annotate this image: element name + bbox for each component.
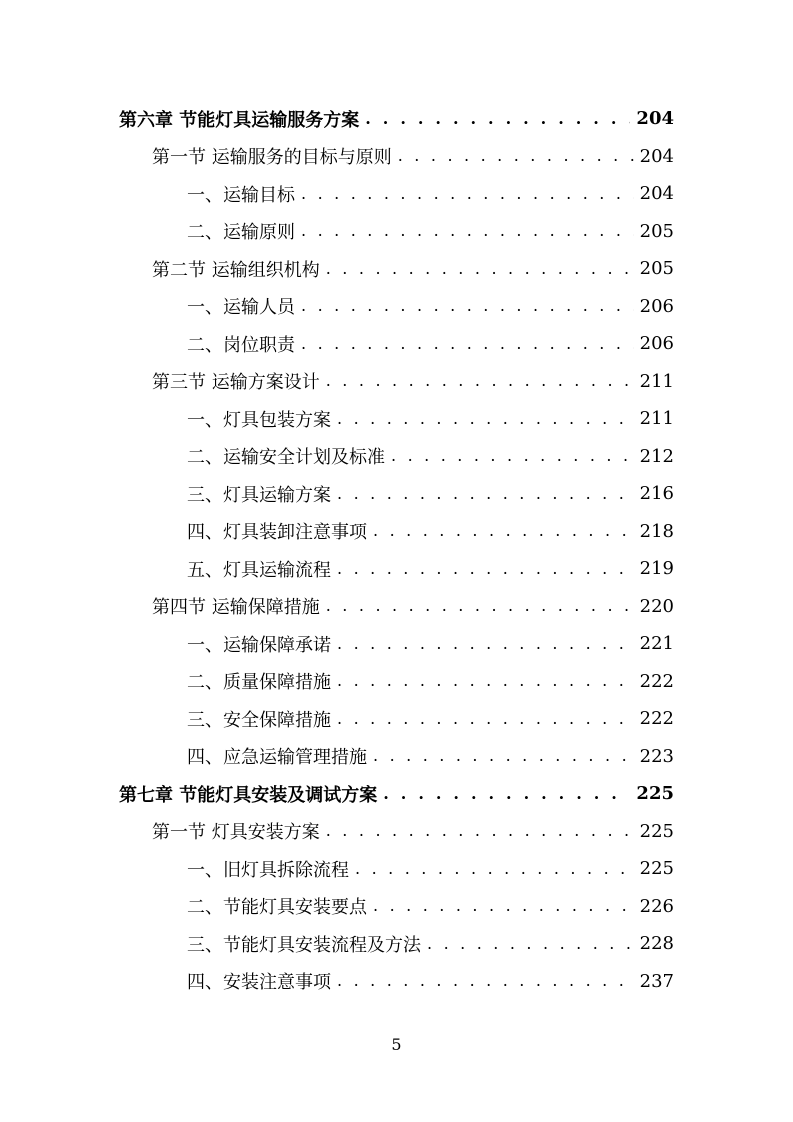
toc-dot-leader [337,711,634,727]
toc-dot-leader [337,411,634,427]
toc-entry-title: 二、质量保障措施 [187,672,331,694]
toc-entry-title: 三、节能灯具安装流程及方法 [187,934,421,956]
toc-entry-title: 第一节 灯具安装方案 [152,822,320,844]
toc-dot-leader [373,523,634,539]
toc-entry-page: 205 [639,220,674,242]
toc-entry-page: 237 [639,970,674,992]
toc-dot-leader [301,336,634,352]
toc-entry-title: 一、旧灯具拆除流程 [187,859,349,881]
toc-entry-item[interactable] [0,700,793,738]
toc-dot-leader [398,148,634,164]
toc-dot-leader [391,448,634,464]
toc-entry-section[interactable] [0,363,793,401]
toc-entry-item[interactable] [0,738,793,776]
toc-entry-item[interactable] [0,475,793,513]
toc-entry-title: 第四节 运输保障措施 [152,597,320,619]
toc-entry-item[interactable] [0,213,793,251]
toc-dot-leader [337,486,634,502]
page-number: 5 [391,1035,402,1054]
toc-dot-leader [326,261,634,277]
toc-entry-title: 三、安全保障措施 [187,709,331,731]
toc-entry-chapter-7[interactable] [0,775,793,813]
toc-entry-page: 211 [639,370,674,392]
toc-entry-title: 二、岗位职责 [187,334,295,356]
toc-entry-title: 第一节 运输服务的目标与原则 [152,147,392,169]
toc-entry-page: 205 [639,258,674,280]
toc-entry-page: 226 [639,895,674,917]
toc-entry-title: 一、运输人员 [187,297,295,319]
toc-entry-section[interactable] [0,250,793,288]
toc-entry-page: 225 [639,858,674,880]
toc-entry-page: 216 [639,483,674,505]
toc-entry-item[interactable] [0,438,793,476]
toc-entry-item[interactable] [0,288,793,326]
toc-entry-section[interactable] [0,588,793,626]
toc-entry-title: 一、灯具包装方案 [187,409,331,431]
toc-entry-item[interactable] [0,850,793,888]
toc-entry-title: 一、运输目标 [187,184,295,206]
toc-entry-title: 三、灯具运输方案 [187,484,331,506]
toc-dot-leader [373,898,634,914]
toc-entry-page: 219 [639,558,674,580]
toc-entry-title: 二、节能灯具安装要点 [187,897,367,919]
toc-dot-leader [326,373,634,389]
toc-dot-leader [337,636,634,652]
toc-entry-page: 225 [636,783,674,805]
toc-entry-page: 204 [636,108,674,130]
toc-entry-page: 220 [639,595,674,617]
toc-entry-page: 223 [639,745,674,767]
toc-entry-item[interactable] [0,925,793,963]
toc-dot-leader [301,186,634,202]
toc-entry-title: 五、灯具运输流程 [187,559,331,581]
toc-entry-title: 第三节 运输方案设计 [152,372,320,394]
toc-entry-page: 212 [639,445,674,467]
toc-entry-page: 221 [639,633,674,655]
toc-entry-page: 222 [639,670,674,692]
toc-entry-page: 222 [639,708,674,730]
toc-entry-page: 225 [639,820,674,842]
toc-dot-leader [326,823,634,839]
toc-entry-item[interactable] [0,550,793,588]
toc-entry-item[interactable] [0,963,793,1001]
toc-entry-item[interactable] [0,325,793,363]
toc-entry-item[interactable] [0,400,793,438]
toc-entry-page: 204 [639,183,674,205]
toc-entry-item[interactable] [0,513,793,551]
toc-entry-title: 四、灯具装卸注意事项 [187,522,367,544]
toc-entry-title: 四、安装注意事项 [187,972,331,994]
toc-dot-leader [337,973,634,989]
toc-entry-title: 二、运输安全计划及标准 [187,447,385,469]
toc-entry-title: 四、应急运输管理措施 [187,747,367,769]
toc-dot-leader [337,561,634,577]
toc-entry-title: 二、运输原则 [187,222,295,244]
toc-dot-leader [337,673,634,689]
toc-entry-section[interactable] [0,813,793,851]
toc-dot-leader [326,598,634,614]
toc-entry-page: 228 [639,933,674,955]
toc-entry-page: 206 [639,295,674,317]
toc-entry-section[interactable] [0,138,793,176]
toc-entry-page: 218 [639,520,674,542]
toc-dot-leader [301,223,634,239]
toc-entry-item[interactable] [0,663,793,701]
toc-entry-title: 第七章 节能灯具安装及调试方案 [119,784,378,806]
toc-dot-leader [373,748,634,764]
table-of-contents [0,100,793,1000]
toc-dot-leader [365,111,630,127]
toc-dot-leader [301,298,634,314]
toc-entry-title: 第六章 节能灯具运输服务方案 [119,109,360,131]
toc-dot-leader [355,861,634,877]
toc-entry-chapter-6[interactable] [0,100,793,138]
toc-entry-title: 第二节 运输组织机构 [152,259,320,281]
toc-entry-item[interactable] [0,175,793,213]
toc-entry-item[interactable] [0,625,793,663]
toc-dot-leader [383,786,630,802]
toc-entry-item[interactable] [0,888,793,926]
toc-entry-page: 204 [639,145,674,167]
toc-dot-leader [427,936,634,952]
toc-entry-page: 211 [639,408,674,430]
toc-entry-page: 206 [639,333,674,355]
toc-entry-title: 一、运输保障承诺 [187,634,331,656]
